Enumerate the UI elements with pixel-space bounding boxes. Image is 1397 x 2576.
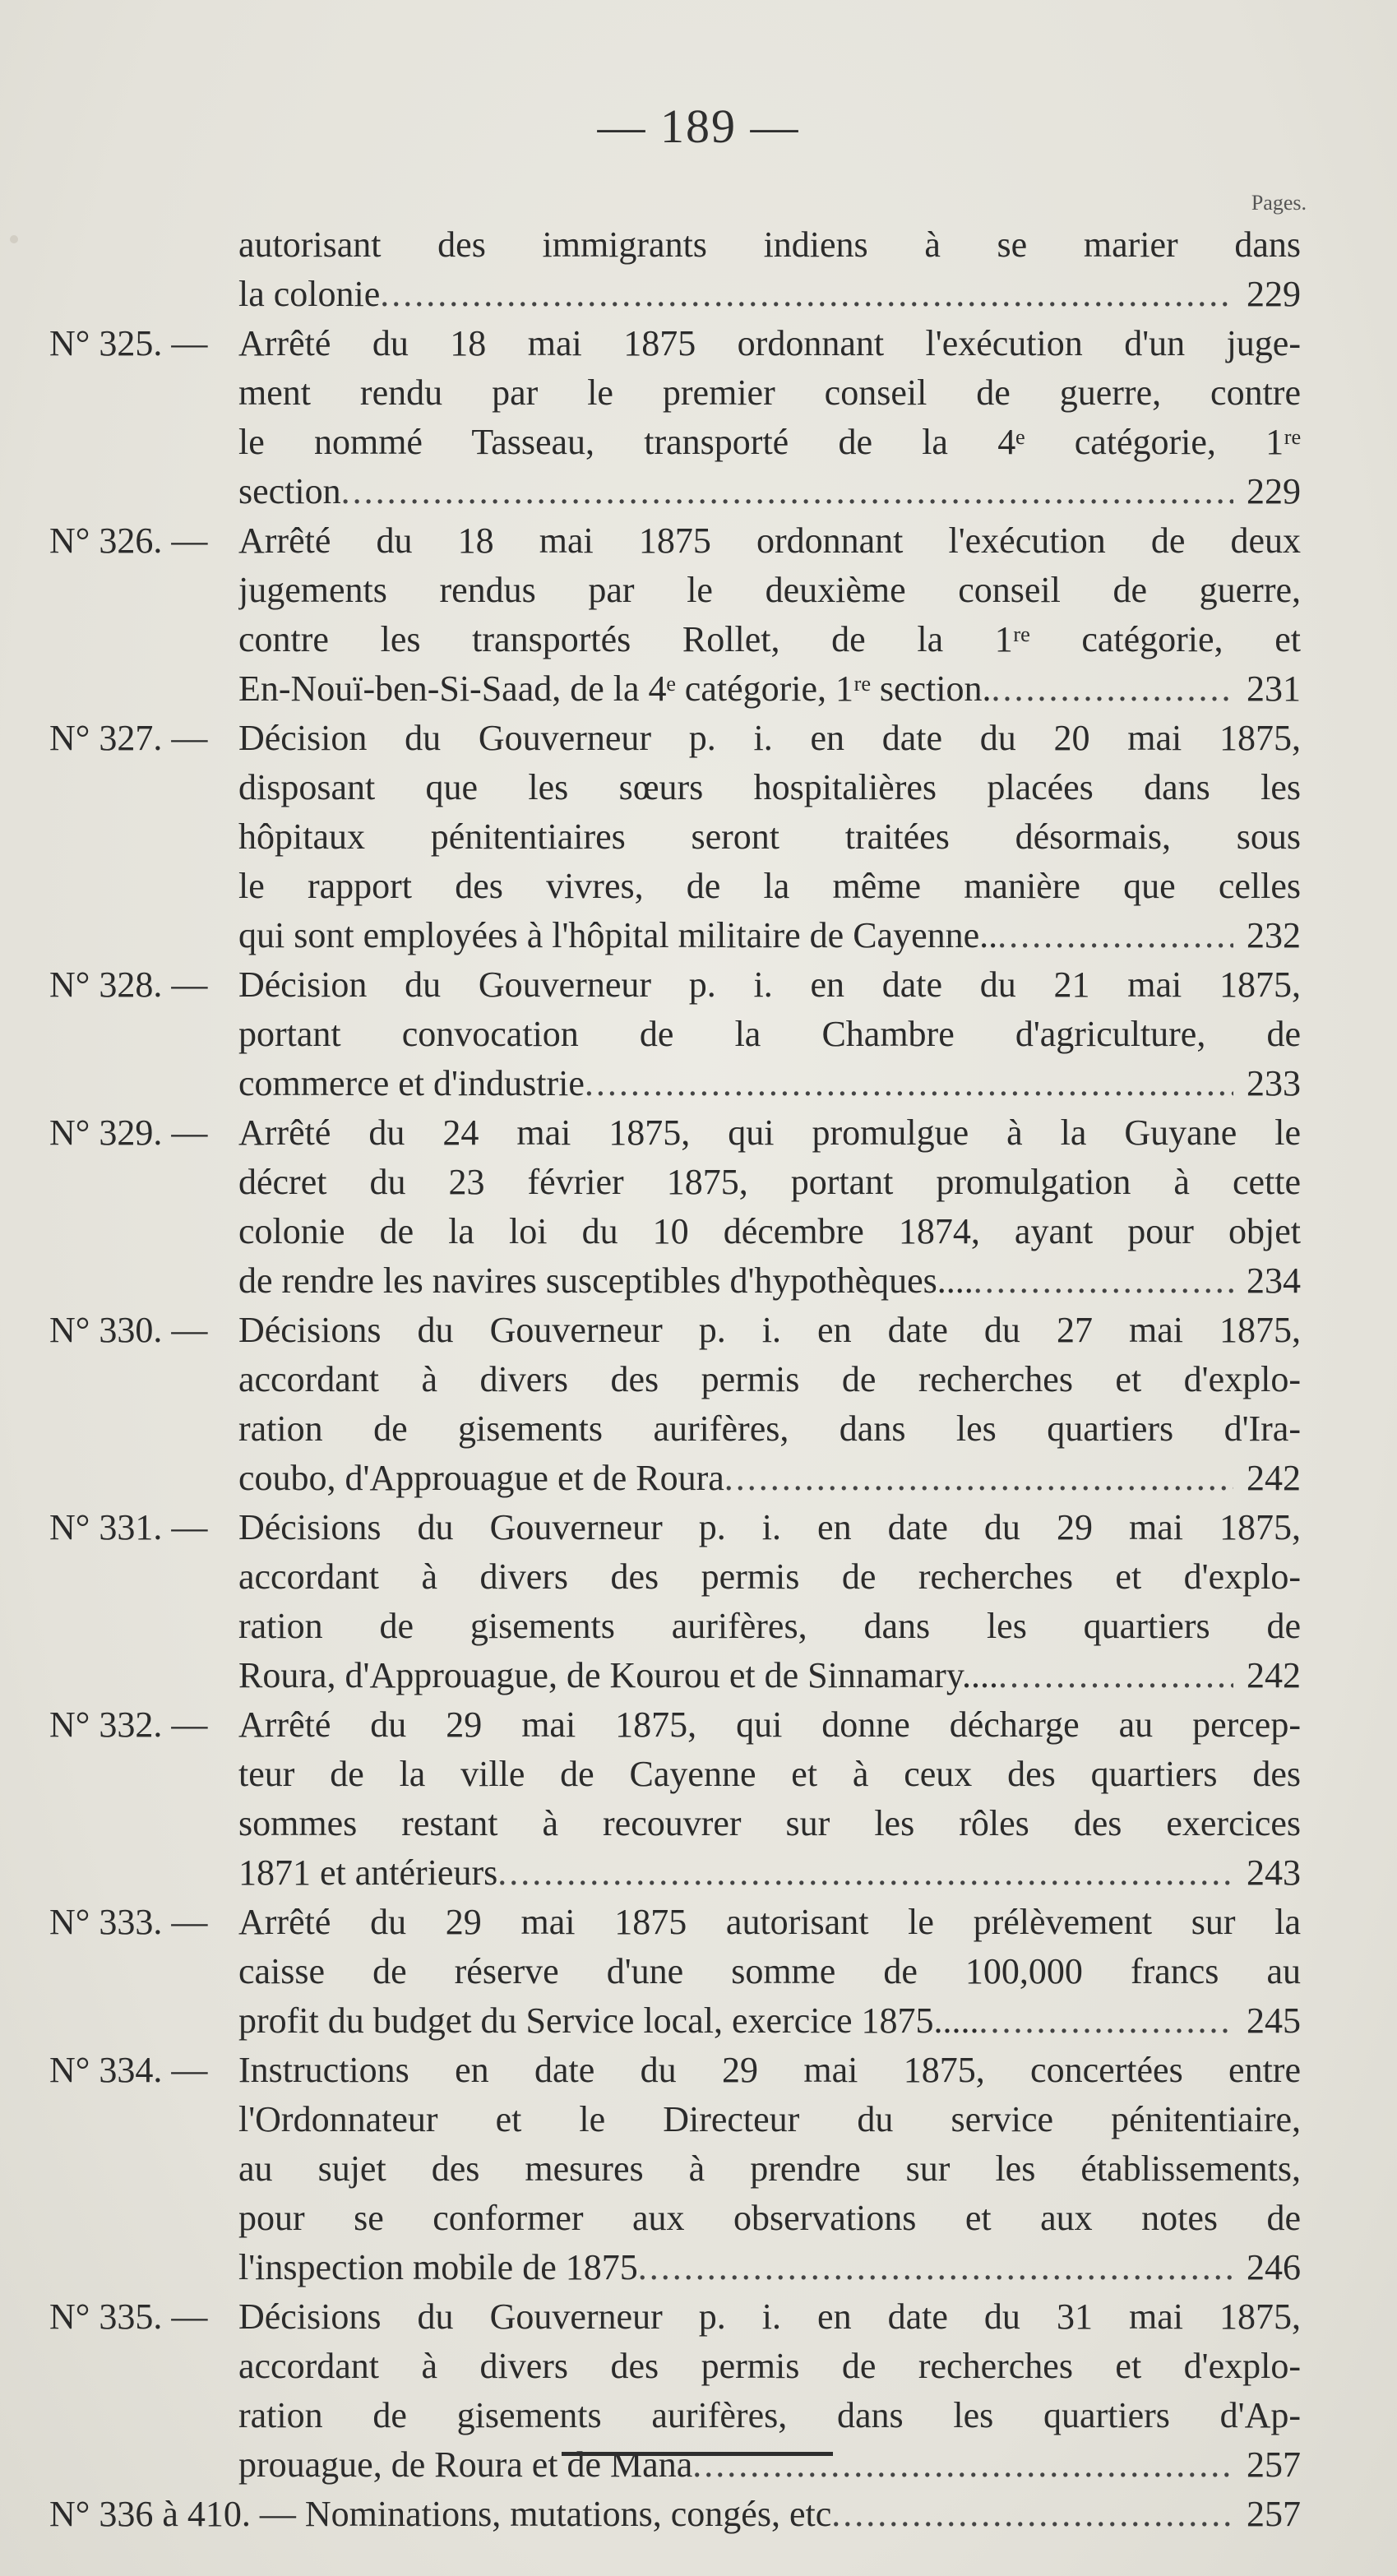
dot-leader <box>724 1454 1233 1503</box>
entry-final-line <box>238 467 1301 516</box>
entry-line: accordant à divers des permis de recherches et d'explo- <box>238 1556 1301 1597</box>
toc-entry <box>0 516 1397 714</box>
entry-number: N° 335. — <box>49 2296 208 2337</box>
entry-final-line <box>238 270 1301 319</box>
entry-line: Arrêté du 18 mai 1875 ordonnant l'exécution d'un juge- <box>238 323 1301 363</box>
entry-line: Arrêté du 29 mai 1875 autorisant le prélèvement sur la <box>238 1902 1301 1942</box>
entry-line: contre les transportés Rollet, de la 1ʳᵉ catégorie, et <box>238 619 1301 659</box>
entry-line: au sujet des mesures à prendre sur les établissements, <box>238 2148 1301 2189</box>
dot-leader <box>585 1059 1233 1108</box>
entry-line: le nommé Tasseau, transporté de la 4ᵉ catégorie, 1ʳᵉ <box>238 422 1301 462</box>
toc-entry <box>0 2046 1397 2292</box>
entry-final-text: l'inspection mobile de 1875 <box>238 2247 638 2287</box>
entry-final-text: coubo, d'Approuague et de Roura <box>238 1458 724 1498</box>
page-reference: 231 <box>1247 668 1301 709</box>
entry-number: N° 325. — <box>49 323 208 363</box>
entry-line: décret du 23 février 1875, portant promulgation à cette <box>238 1162 1301 1202</box>
entry-line: disposant que les sœurs hospitalières placées dans les <box>238 767 1301 807</box>
entry-final-line <box>238 1454 1301 1503</box>
entry-text <box>238 714 1301 960</box>
entry-text <box>238 516 1301 714</box>
entry-line: l'Ordonnateur et le Directeur du service pénitentiaire, <box>238 2099 1301 2139</box>
entry-text <box>238 2292 1301 2490</box>
dot-leader <box>497 1848 1233 1898</box>
entry-final-line <box>238 2243 1301 2292</box>
entry-number: N° 334. — <box>49 2050 208 2090</box>
entry-line: colonie de la loi du 10 décembre 1874, ayant pour objet <box>238 1211 1301 1251</box>
dot-leader <box>998 1651 1233 1700</box>
entry-line: portant convocation de la Chambre d'agriculture, de <box>238 1014 1301 1054</box>
page-reference: 245 <box>1247 2000 1301 2041</box>
toc-entry <box>0 319 1397 516</box>
entry-line: pour se conformer aux observations et aux notes de <box>238 2198 1301 2238</box>
entry-number: N° 329. — <box>49 1112 208 1153</box>
entry-line: ment rendu par le premier conseil de guerre, contre <box>238 372 1301 413</box>
entry-final-text: N° 336 à 410. — Nominations, mutations, congés, etc <box>49 2494 832 2534</box>
entry-final-line <box>238 1848 1301 1898</box>
entry-final-text: profit du budget du Service local, exercice 1875..... <box>238 2000 979 2041</box>
entry-line: ration de gisements aurifères, dans les quartiers de <box>238 1606 1301 1646</box>
entry-final-line <box>238 911 1301 960</box>
entry-number: N° 330. — <box>49 1310 208 1350</box>
entry-final-text: section <box>238 471 341 511</box>
entry-line: hôpitaux pénitentiaires seront traitées désormais, sous <box>238 816 1301 857</box>
page-reference: 243 <box>1247 1852 1301 1893</box>
entry-final-text: Roura, d'Approuague, de Kourou et de Sinnamary.... <box>238 1655 998 1695</box>
entry-number: N° 326. — <box>49 520 208 561</box>
dot-leader <box>974 1256 1233 1306</box>
page-reference: 229 <box>1247 471 1301 511</box>
entry-line: jugements rendus par le deuxième conseil de guerre, <box>238 570 1301 610</box>
page-reference: 229 <box>1247 274 1301 314</box>
dot-leader <box>978 1996 1233 2046</box>
entry-text <box>238 2046 1301 2292</box>
toc-entry <box>0 2292 1397 2490</box>
toc-entry <box>0 1108 1397 1306</box>
entry-text <box>238 1108 1301 1306</box>
page-reference: 257 <box>1247 2444 1301 2485</box>
entry-line: accordant à divers des permis de recherches et d'explo- <box>238 1359 1301 1399</box>
toc-entry <box>0 960 1397 1108</box>
entry-line: ration de gisements aurifères, dans les quartiers d'Ap- <box>238 2395 1301 2435</box>
entry-final-line <box>238 1059 1301 1108</box>
entry-text <box>49 2490 1301 2539</box>
entry-text <box>238 220 1301 319</box>
toc-entry <box>0 1306 1397 1503</box>
entry-line: caisse de réserve d'une somme de 100,000 francs au <box>238 1951 1301 1991</box>
entry-line: Décision du Gouverneur p. i. en date du 20 mai 1875, <box>238 718 1301 758</box>
toc-entry <box>0 1898 1397 2046</box>
entry-number: N° 333. — <box>49 1902 208 1942</box>
table-of-contents <box>0 220 1397 2539</box>
dot-leader <box>831 2490 1233 2539</box>
entry-final-text: prouague, de Roura et de Mana <box>238 2444 693 2485</box>
page-reference: 257 <box>1247 2494 1301 2534</box>
entry-number: N° 331. — <box>49 1507 208 1547</box>
entry-final-line <box>238 1996 1301 2046</box>
entry-final-line <box>49 2490 1301 2539</box>
dot-leader <box>997 911 1233 960</box>
entry-final-text: la colonie <box>238 274 381 314</box>
entry-final-text: de rendre les navires susceptibles d'hypothèques.... <box>238 1260 974 1301</box>
entry-line: Décisions du Gouverneur p. i. en date du 27 mai 1875, <box>238 1310 1301 1350</box>
dot-leader <box>692 2440 1233 2490</box>
entry-line: Arrêté du 29 mai 1875, qui donne décharge au percep- <box>238 1704 1301 1745</box>
page-reference: 246 <box>1247 2247 1301 2287</box>
entry-line: ration de gisements aurifères, dans les quartiers d'Ira- <box>238 1408 1301 1449</box>
page-reference: 242 <box>1247 1458 1301 1498</box>
entry-line: teur de la ville de Cayenne et à ceux des quartiers des <box>238 1754 1301 1794</box>
entry-text <box>238 1503 1301 1700</box>
entry-number: N° 327. — <box>49 718 208 758</box>
entry-line: Décision du Gouverneur p. i. en date du 21 mai 1875, <box>238 964 1301 1005</box>
entry-number: N° 328. — <box>49 964 208 1005</box>
entry-line: autorisant des immigrants indiens à se marier dans <box>238 224 1301 265</box>
toc-entry <box>0 1700 1397 1898</box>
entry-final-line <box>238 1651 1301 1700</box>
toc-entry <box>0 220 1397 319</box>
entry-line: Décisions du Gouverneur p. i. en date du 31 mai 1875, <box>238 2296 1301 2337</box>
entry-line: accordant à divers des permis de recherches et d'explo- <box>238 2346 1301 2386</box>
entry-final-text: En-Nouï-ben-Si-Saad, de la 4ᵉ catégorie, 1ʳᵉ section. <box>238 668 992 709</box>
entry-line: Décisions du Gouverneur p. i. en date du 29 mai 1875, <box>238 1507 1301 1547</box>
entry-final-text: commerce et d'industrie <box>238 1063 585 1103</box>
toc-entry <box>0 1503 1397 1700</box>
entry-line: le rapport des vivres, de la même manière que celles <box>238 866 1301 906</box>
entry-final-line <box>238 664 1301 714</box>
page-reference: 234 <box>1247 1260 1301 1301</box>
page-reference: 232 <box>1247 915 1301 955</box>
closing-rule <box>562 2452 833 2456</box>
entry-final-text: 1871 et antérieurs <box>238 1852 498 1893</box>
toc-entry <box>0 714 1397 960</box>
dot-leader <box>638 2243 1233 2292</box>
entry-final-text: qui sont employées à l'hôpital militaire de Cayenne.. <box>238 915 998 955</box>
entry-text <box>238 960 1301 1108</box>
toc-entry <box>0 2490 1397 2539</box>
dot-leader <box>380 270 1233 319</box>
page-reference: 242 <box>1247 1655 1301 1695</box>
entry-text <box>238 1898 1301 2046</box>
entry-line: Arrêté du 24 mai 1875, qui promulgue à la Guyane le <box>238 1112 1301 1153</box>
entry-text <box>238 319 1301 516</box>
entry-final-line <box>238 1256 1301 1306</box>
pages-column-label: Pages. <box>1251 191 1307 215</box>
page-number: — 189 — <box>597 99 800 153</box>
dot-leader <box>341 467 1233 516</box>
entry-number: N° 332. — <box>49 1704 208 1745</box>
entry-text <box>238 1700 1301 1898</box>
entry-text <box>238 1306 1301 1503</box>
entry-line: sommes restant à recouvrer sur les rôles des exercices <box>238 1803 1301 1843</box>
entry-line: Arrêté du 18 mai 1875 ordonnant l'exécution de deux <box>238 520 1301 561</box>
entry-final-line <box>238 2440 1301 2490</box>
entry-line: Instructions en date du 29 mai 1875, concertées entre <box>238 2050 1301 2090</box>
page-reference: 233 <box>1247 1063 1301 1103</box>
dot-leader <box>992 664 1234 714</box>
